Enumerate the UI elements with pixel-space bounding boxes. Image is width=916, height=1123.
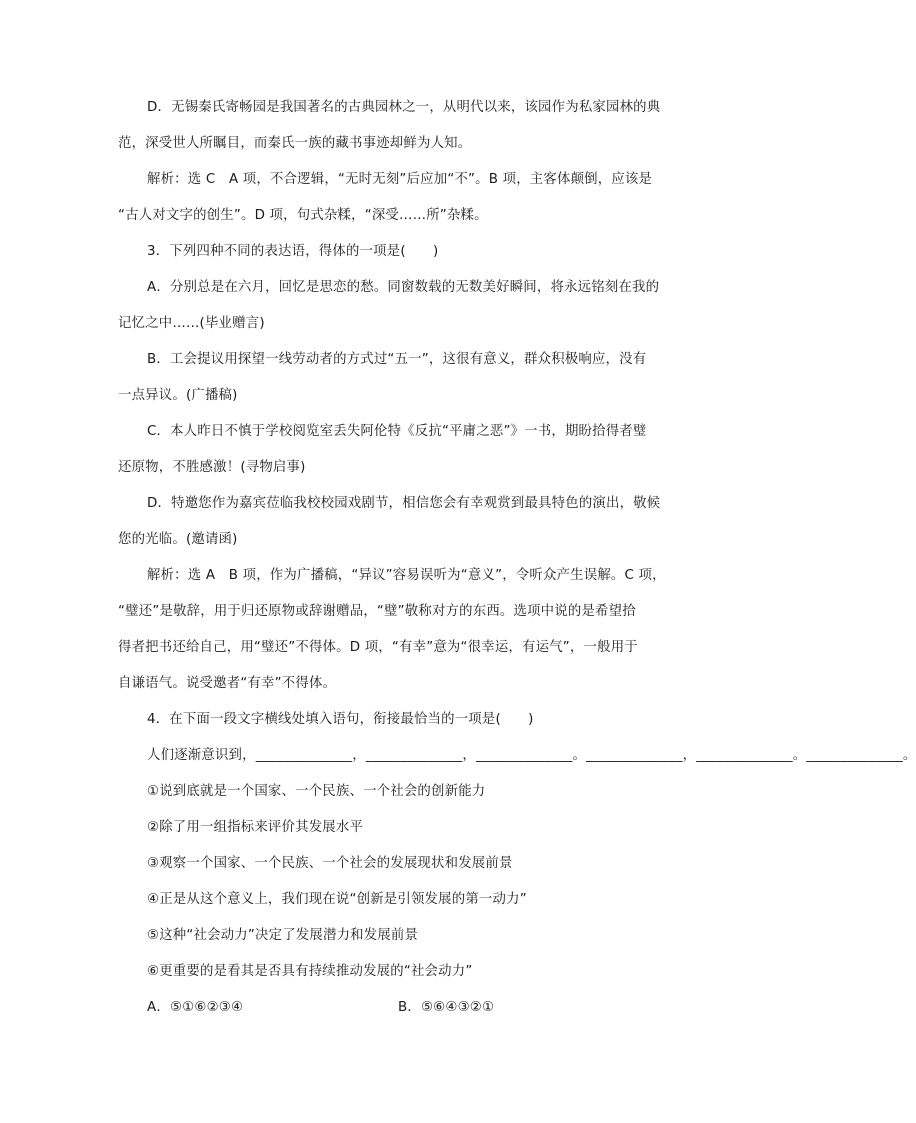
q2-analysis-line1: 解析：选 C A 项，不合逻辑，“无时无刻”后应加“不”。B 项，主客体颠倒，应该是	[147, 172, 653, 187]
q3-option-d-line2: 您的光临。(邀请函)	[118, 532, 238, 547]
q3-analysis-line2: “璧还”是敬辞，用于归还原物或辞谢赠品，“璧”敬称对方的东西。选项中说的是希望拾	[118, 604, 636, 619]
q4-item-2: ②除了用一组指标来评价其发展水平	[147, 820, 364, 835]
q3-option-c-line2: 还原物，不胜感激！(寻物启事)	[118, 460, 306, 475]
q4-item-1: ①说到底就是一个国家、一个民族、一个社会的创新能力	[147, 784, 486, 799]
q4-option-a: A．⑤①⑥②③④	[147, 1000, 244, 1015]
q3-option-c-line1: C．本人昨日不慎于学校阅览室丢失阿伦特《反抗“平庸之恶”》一书，期盼拾得者璧	[147, 424, 647, 439]
q4-item-5: ⑤这种“社会动力”决定了发展潜力和发展前景	[147, 928, 419, 943]
q4-stem: 4．在下面一段文字横线处填入语句，衔接最恰当的一项是( )	[147, 712, 534, 727]
q3-option-b-line1: B．工会提议用探望一线劳动者的方式过“五一”，这很有意义，群众积极响应，没有	[147, 352, 647, 367]
q2-option-d-line1: D．无锡秦氏寄畅园是我国著名的古典园林之一，从明代以来，该园作为私家园林的典	[147, 100, 661, 115]
q3-stem: 3．下列四种不同的表达语，得体的一项是( )	[147, 244, 439, 259]
q4-passage: 人们逐渐意识到，______________，______________，______________。______________，______________。______________。	[147, 748, 916, 763]
q3-option-b-line2: 一点异议。(广播稿)	[118, 388, 238, 403]
q2-option-d-line2: 范，深受世人所瞩目，而秦氏一族的藏书事迹却鲜为人知。	[118, 136, 472, 151]
q3-analysis-line4: 自谦语气。说受邀者“有幸”不得体。	[118, 676, 337, 691]
q3-analysis-line1: 解析：选 A B 项，作为广播稿，“异议”容易误听为“意义”，令听众产生误解。C 项，	[147, 568, 666, 583]
q4-item-4: ④正是从这个意义上，我们现在说“创新是引领发展的第一动力”	[147, 892, 527, 907]
q2-analysis-line2: “古人对文字的创生”。D 项，句式杂糅，“深受……所”杂糅。	[118, 208, 488, 223]
q3-option-a-line2: 记忆之中……(毕业赠言)	[118, 316, 265, 331]
q4-item-6: ⑥更重要的是看其是否具有持续推动发展的“社会动力”	[147, 964, 473, 979]
q4-option-b: B．⑤⑥④③②①	[398, 1000, 495, 1015]
q3-option-a-line1: A．分别总是在六月，回忆是思恋的愁。同窗数载的无数美好瞬间，将永远铭刻在我的	[147, 280, 660, 295]
q4-item-3: ③观察一个国家、一个民族、一个社会的发展现状和发展前景	[147, 856, 513, 871]
q3-option-d-line1: D．特邀您作为嘉宾莅临我校校园戏剧节，相信您会有幸观赏到最具特色的演出，敬候	[147, 496, 661, 511]
q3-analysis-line3: 得者把书还给自己，用“璧还”不得体。D 项，“有幸”意为“很幸运，有运气”，一般用于	[118, 640, 638, 655]
